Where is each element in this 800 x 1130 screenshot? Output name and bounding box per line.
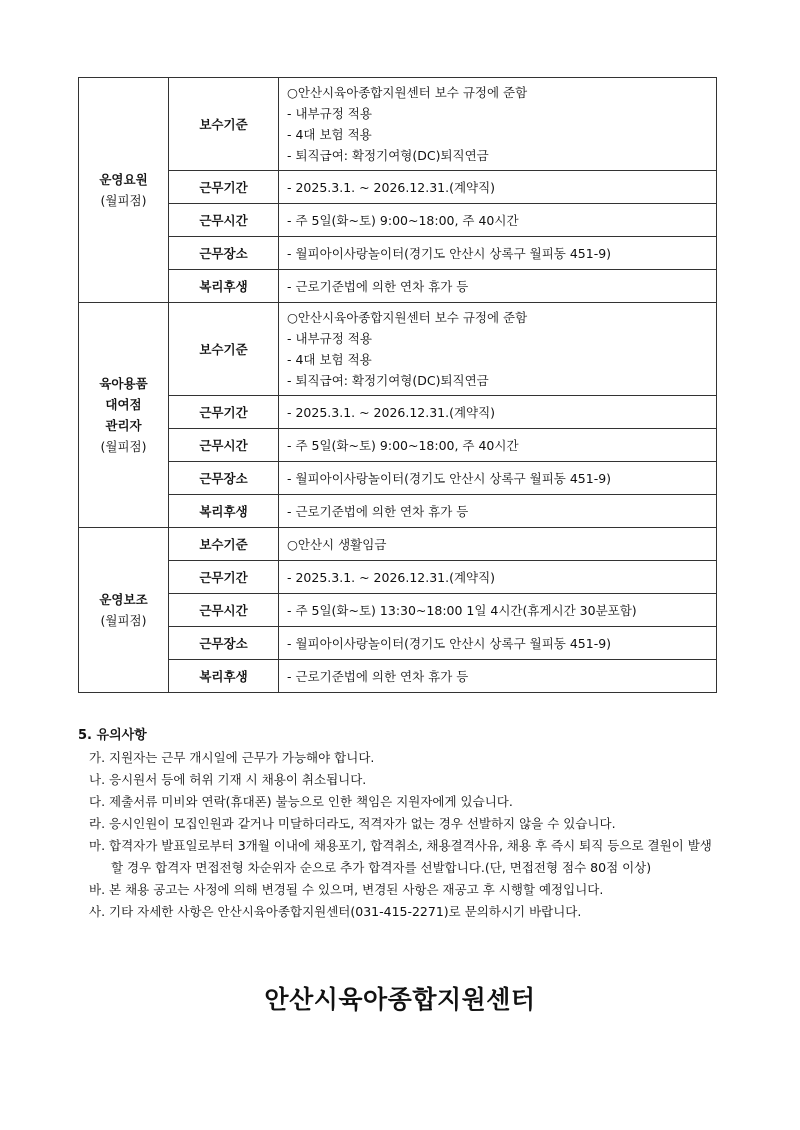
condition-line: ○안산시육아종합지원센터 보수 규정에 준함	[287, 85, 528, 100]
condition-label: 근무기간	[169, 561, 279, 594]
position-location: (월피점)	[100, 193, 147, 208]
table-row	[79, 429, 717, 462]
position-name: 관리자	[105, 418, 142, 433]
condition-value	[279, 495, 717, 528]
condition-label: 근무기간	[169, 396, 279, 429]
condition-line: ○안산시 생활임금	[287, 536, 387, 552]
condition-label: 복리후생	[169, 660, 279, 693]
condition-label: 근무시간	[169, 429, 279, 462]
condition-label: 복리후생	[169, 270, 279, 303]
note-item: 가. 지원자는 근무 개시일에 근무가 가능해야 합니다.	[89, 750, 375, 765]
condition-line: - 주 5일(화~토) 9:00~18:00, 주 40시간	[287, 437, 519, 453]
table-row	[79, 270, 717, 303]
table-row	[79, 204, 717, 237]
note-item: 바. 본 채용 공고는 사정에 의해 변경될 수 있으며, 변경된 사항은 재공고 후 시행할 예정입니다.	[89, 882, 604, 897]
condition-value	[279, 171, 717, 204]
condition-value	[279, 429, 717, 462]
condition-value	[279, 204, 717, 237]
condition-line: - 근로기준법에 의한 연차 휴가 등	[287, 278, 469, 294]
position-name: 운영요원	[99, 172, 148, 187]
condition-value	[279, 561, 717, 594]
position-location: (월피점)	[100, 439, 147, 454]
condition-line: - 2025.3.1. ~ 2026.12.31.(계약직)	[287, 404, 496, 420]
position-cell	[79, 528, 169, 693]
note-item: 나. 응시원서 등에 허위 기재 시 채용이 취소됩니다.	[89, 772, 367, 787]
table-row	[79, 627, 717, 660]
condition-value	[279, 462, 717, 495]
position-cell	[79, 78, 169, 303]
condition-label: 복리후생	[169, 495, 279, 528]
condition-label: 근무장소	[169, 237, 279, 270]
table-row	[79, 495, 717, 528]
note-item: 사. 기타 자세한 사항은 안산시육아종합지원센터(031-415-2271)로 문의하시기 바랍니다.	[89, 904, 582, 919]
condition-line: - 주 5일(화~토) 9:00~18:00, 주 40시간	[287, 212, 519, 228]
note-item: 마. 합격자가 발표일로부터 3개월 이내에 채용포기, 합격취소, 채용결격사유, 채용 후 즉시 퇴직 등으로 결원이 발생할 경우 합격자 면접전형 차순위자 순으로 추가 합격자를 선발합니다.(단, 면접전형 점수 80점 이상)	[89, 838, 712, 875]
note-item: 라. 응시인원이 모집인원과 같거나 미달하더라도, 적격자가 없는 경우 선발하지 않을 수 있습니다.	[89, 816, 616, 831]
condition-line: - 4대 보험 적용	[287, 127, 372, 142]
condition-value	[279, 594, 717, 627]
table-row	[79, 660, 717, 693]
position-name: 육아용품	[99, 376, 148, 391]
condition-line: - 퇴직급여: 확정기여형(DC)퇴직연금	[287, 148, 489, 163]
condition-line: - 근로기준법에 의한 연차 휴가 등	[287, 503, 469, 519]
organization-name: 안산시육아종합지원센터	[264, 985, 536, 1014]
condition-value	[279, 396, 717, 429]
table-row	[79, 594, 717, 627]
position-cell	[79, 303, 169, 528]
condition-line: - 월피아이사랑놀이터(경기도 안산시 상록구 월피동 451-9)	[287, 470, 612, 486]
condition-label: 근무기간	[169, 171, 279, 204]
condition-line: - 퇴직급여: 확정기여형(DC)퇴직연금	[287, 373, 489, 388]
condition-label: 근무장소	[169, 627, 279, 660]
condition-line: - 2025.3.1. ~ 2026.12.31.(계약직)	[287, 569, 496, 585]
condition-value	[279, 660, 717, 693]
table-row	[79, 78, 717, 171]
table-row	[79, 528, 717, 561]
job-conditions-body	[79, 78, 717, 693]
position-name: 운영보조	[99, 592, 148, 607]
condition-line: - 주 5일(화~토) 13:30~18:00 1일 4시간(휴게시간 30분포함)	[287, 602, 637, 618]
condition-line: - 4대 보험 적용	[287, 352, 372, 367]
condition-label: 보수기준	[169, 303, 279, 396]
notes-section	[78, 724, 718, 923]
table-row	[79, 237, 717, 270]
position-location: (월피점)	[100, 613, 147, 628]
condition-line: - 월피아이사랑놀이터(경기도 안산시 상록구 월피동 451-9)	[287, 245, 612, 261]
condition-value	[279, 627, 717, 660]
condition-line: - 2025.3.1. ~ 2026.12.31.(계약직)	[287, 179, 496, 195]
table-row	[79, 303, 717, 396]
position-name: 대여점	[105, 397, 142, 412]
condition-line: - 근로기준법에 의한 연차 휴가 등	[287, 668, 469, 684]
condition-value	[279, 528, 717, 561]
condition-line: - 내부규정 적용	[287, 331, 372, 346]
condition-line: - 월피아이사랑놀이터(경기도 안산시 상록구 월피동 451-9)	[287, 635, 612, 651]
condition-label: 보수기준	[169, 78, 279, 171]
condition-label: 근무시간	[169, 594, 279, 627]
notes-title: 5. 유의사항	[78, 728, 147, 743]
condition-line: ○안산시육아종합지원센터 보수 규정에 준함	[287, 310, 528, 325]
notes-list	[78, 747, 718, 923]
condition-label: 근무시간	[169, 204, 279, 237]
condition-label: 근무장소	[169, 462, 279, 495]
condition-value	[279, 270, 717, 303]
table-row	[79, 396, 717, 429]
condition-line: - 내부규정 적용	[287, 106, 372, 121]
table-row	[79, 171, 717, 204]
condition-value	[279, 303, 717, 396]
note-item: 다. 제출서류 미비와 연락(휴대폰) 불능으로 인한 책임은 지원자에게 있습니다.	[89, 794, 513, 809]
condition-value	[279, 78, 717, 171]
job-conditions-table	[78, 77, 717, 693]
condition-value	[279, 237, 717, 270]
table-row	[79, 462, 717, 495]
table-row	[79, 561, 717, 594]
condition-label: 보수기준	[169, 528, 279, 561]
